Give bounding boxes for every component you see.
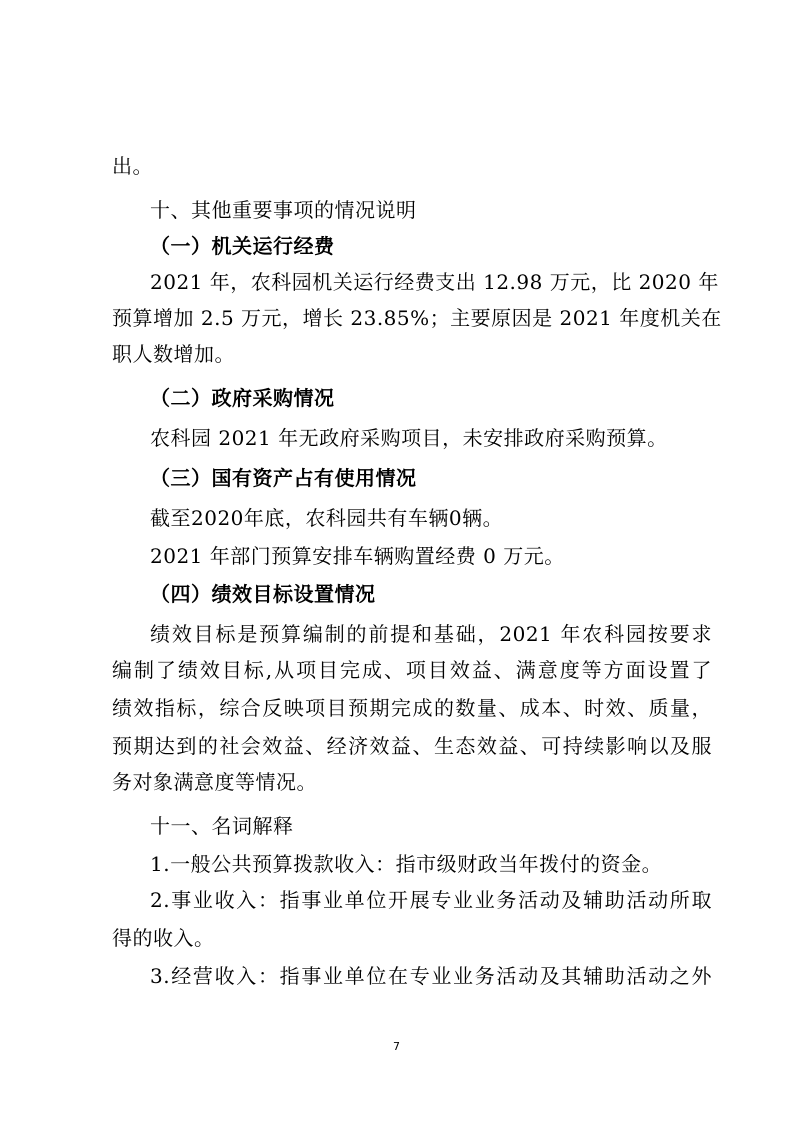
section-heading-11: 十一、名词解释 xyxy=(150,814,294,838)
paragraph-continuation: 出。 xyxy=(112,154,153,178)
paragraph-line: 农科园 2021 年无政府采购项目，未安排政府采购预算。 xyxy=(150,426,668,450)
definition-line: 1.一般公共预算拨款收入：指市级财政当年拨付的资金。 xyxy=(150,852,663,876)
paragraph-line: 编制了绩效目标,从项目完成、项目效益、满意度等方面设置了 xyxy=(112,658,712,682)
definition-line: 2.事业收入：指事业单位开展专业业务活动及辅助活动所取 xyxy=(150,888,712,912)
definition-line: 得的收入。 xyxy=(112,926,215,950)
paragraph-line: 预算增加 2.5 万元，增长 23.85%；主要原因是 2021 年度机关在 xyxy=(112,306,722,330)
paragraph-line: 2021 年，农科园机关运行经费支出 12.98 万元，比 2020 年 xyxy=(150,270,719,294)
paragraph-line: 截至2020年底，农科园共有车辆0辆。 xyxy=(150,506,504,530)
section-heading-10: 十、其他重要事项的情况说明 xyxy=(150,198,417,222)
subheading-4: （四）绩效目标设置情况 xyxy=(150,582,376,606)
subheading-2: （二）政府采购情况 xyxy=(150,386,335,410)
paragraph-line: 绩效目标是预算编制的前提和基础，2021 年农科园按要求 xyxy=(150,622,712,646)
definition-line: 3.经营收入：指事业单位在专业业务活动及其辅助活动之外 xyxy=(150,964,712,988)
subheading-1: （一）机关运行经费 xyxy=(150,234,335,258)
paragraph-line: 预期达到的社会效益、经济效益、生态效益、可持续影响以及服 xyxy=(112,734,712,758)
paragraph-line: 务对象满意度等情况。 xyxy=(112,770,317,794)
paragraph-line: 2021 年部门预算安排车辆购置经费 0 万元。 xyxy=(150,544,565,568)
paragraph-line: 职人数增加。 xyxy=(112,342,235,366)
page-number: 7 xyxy=(393,1040,400,1053)
paragraph-line: 绩效指标，综合反映项目预期完成的数量、成本、时效、质量， xyxy=(112,696,712,720)
subheading-3: （三）国有资产占有使用情况 xyxy=(150,466,417,490)
